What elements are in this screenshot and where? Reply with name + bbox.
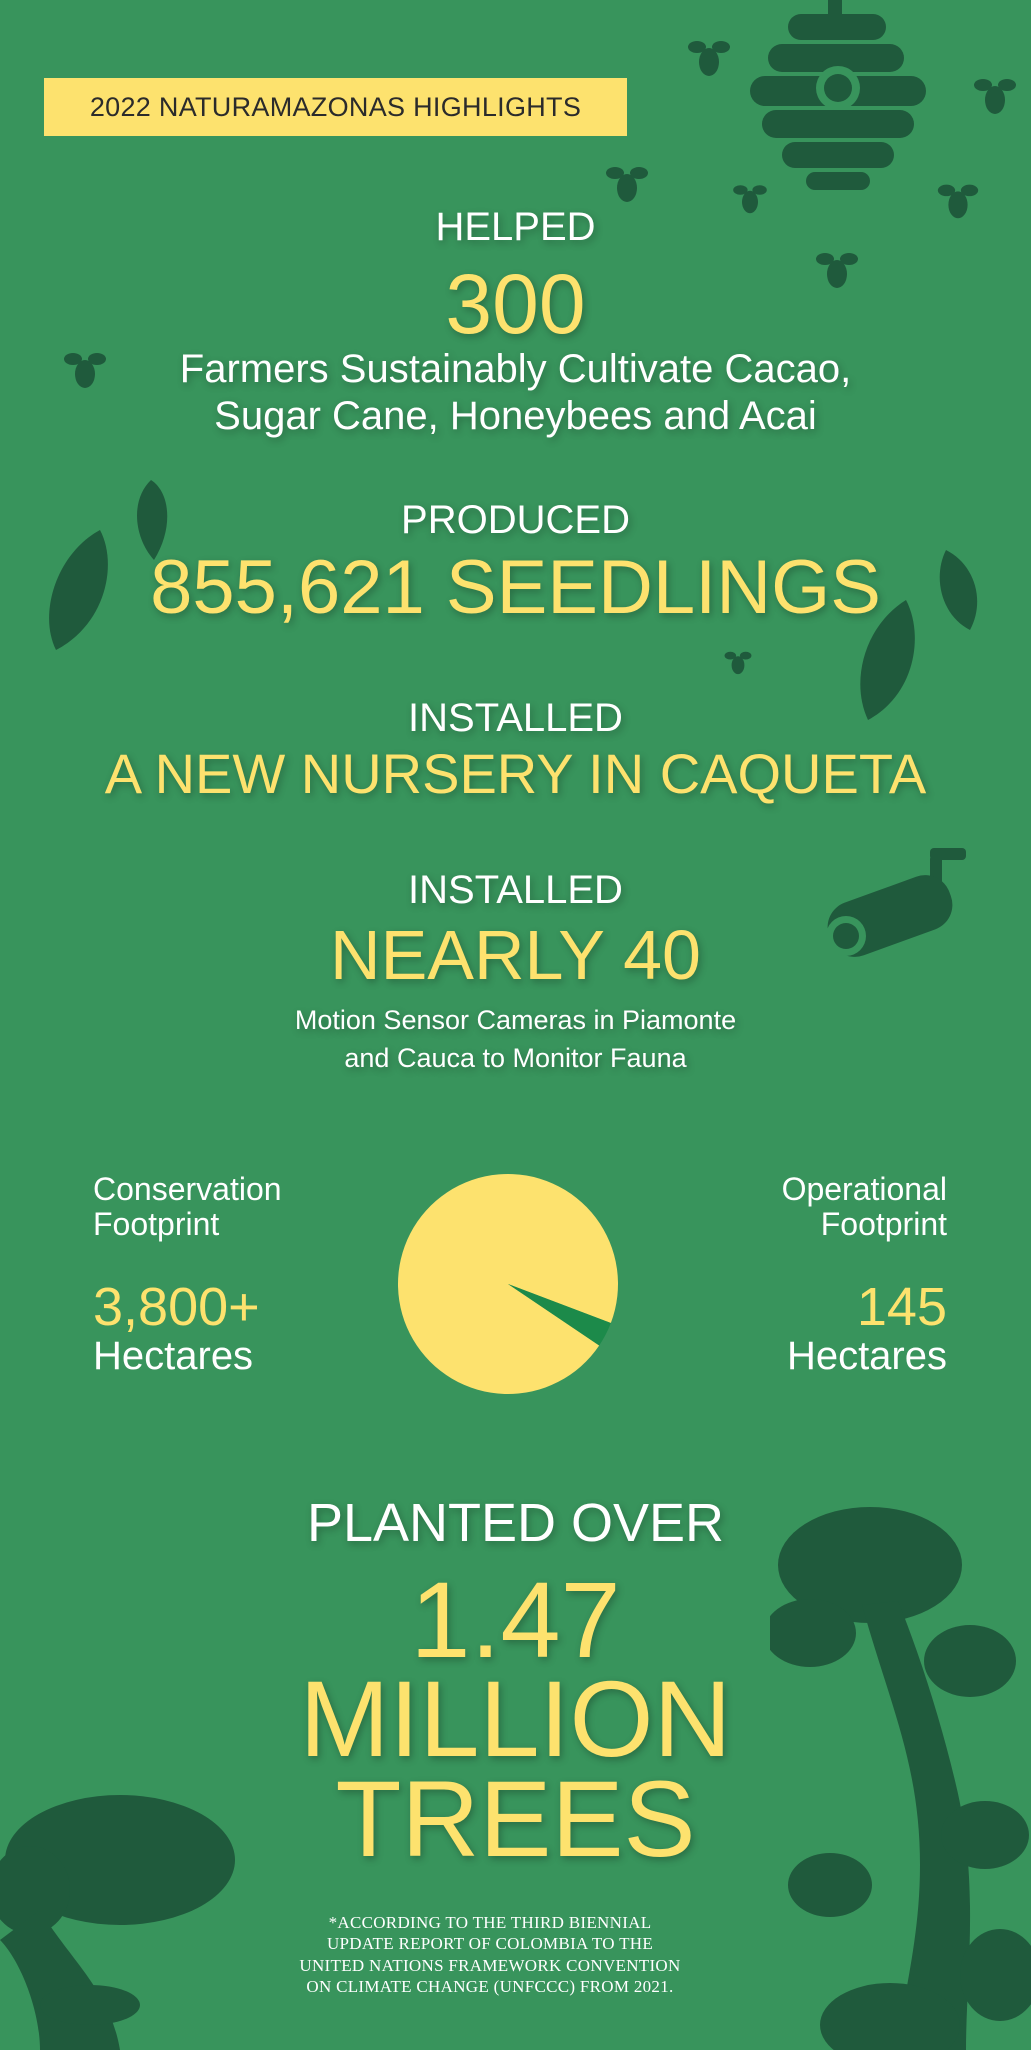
footnote-line-3: UNITED NATIONS FRAMEWORK CONVENTION <box>299 1955 681 1975</box>
bee-icon <box>722 646 754 678</box>
trees-section <box>0 1493 1031 1553</box>
footprint-pie-chart <box>396 1172 620 1396</box>
nursery-value-row <box>0 742 1031 805</box>
cameras-value: NEARLY 40 <box>330 916 701 994</box>
farmers-description <box>0 346 1031 440</box>
nursery-label: INSTALLED <box>408 696 623 740</box>
cameras-description <box>0 1002 1031 1078</box>
cameras-section <box>0 870 1031 910</box>
cameras-line-2: and Cauca to Monitor Fauna <box>344 1042 687 1073</box>
trees-label: PLANTED OVER <box>306 1493 725 1553</box>
footnote-line-2: UPDATE REPORT OF COLOMBIA TO THE <box>326 1934 654 1954</box>
operational-footprint <box>782 1172 947 1378</box>
trees-line-1: 1.47 <box>410 1559 621 1680</box>
trees-value <box>0 1559 1031 1879</box>
seedlings-label: PRODUCED <box>401 498 630 542</box>
nursery-value: A NEW NURSERY IN CAQUETA <box>104 742 927 805</box>
conservation-footprint <box>93 1172 282 1378</box>
cameras-line-1: Motion Sensor Cameras in Piamonte <box>294 1005 737 1035</box>
seedlings-value-row <box>0 545 1031 630</box>
footnote <box>260 1912 720 1997</box>
conservation-title-line-1: Conservation <box>93 1171 282 1207</box>
beehive-icon <box>744 0 930 192</box>
bee-icon <box>684 32 734 82</box>
bee-icon <box>970 70 1020 120</box>
seedlings-value: 855,621 SEEDLINGS <box>150 545 881 630</box>
cameras-label: INSTALLED <box>408 868 623 912</box>
footnote-line-1: *ACCORDING TO THE THIRD BIENNIAL <box>328 1913 652 1932</box>
footnote-line-4: ON CLIMATE CHANGE (UNFCCC) FROM 2021. <box>306 1976 674 1996</box>
bee-icon <box>602 158 652 208</box>
nursery-section <box>0 698 1031 738</box>
farmers-number: 300 <box>445 257 586 351</box>
trees-line-3: TREES <box>335 1757 696 1879</box>
highlights-title-badge: 2022 NATURAMAZONAS HIGHLIGHTS <box>44 78 627 136</box>
conservation-title-line-2: Footprint <box>93 1206 220 1243</box>
farmers-line-2: Sugar Cane, Honeybees and Acai <box>214 394 817 439</box>
trees-line-2: MILLION <box>299 1658 732 1780</box>
cameras-value-row <box>0 916 1031 994</box>
conservation-value: 3,800+ <box>93 1277 260 1338</box>
operational-title-line-2: Footprint <box>820 1206 947 1243</box>
operational-title-line-1: Operational <box>781 1171 947 1207</box>
operational-unit: Hectares <box>786 1334 947 1379</box>
seedlings-section <box>0 500 1031 540</box>
farmers-label: HELPED <box>435 205 596 249</box>
farmers-number-row <box>0 257 1031 351</box>
farmers-section <box>0 207 1031 247</box>
conservation-unit: Hectares <box>93 1334 254 1379</box>
farmers-line-1: Farmers Sustainably Cultivate Cacao, <box>179 347 852 391</box>
operational-value: 145 <box>856 1277 947 1338</box>
